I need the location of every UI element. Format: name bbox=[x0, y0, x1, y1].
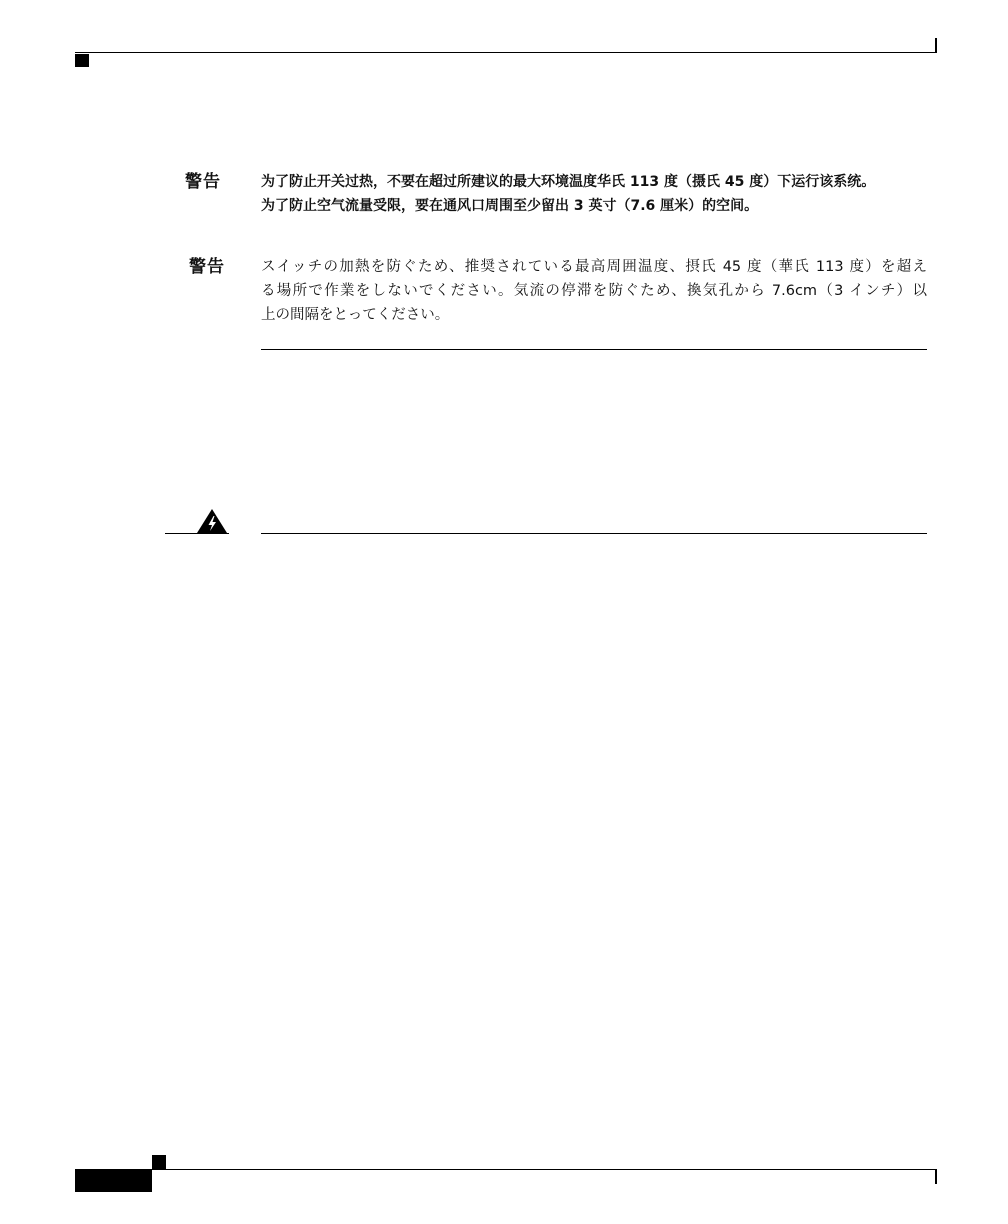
warning-text-line: 为了防止开关过热，不要在超过所建议的最大环境温度华氏 113 度（摄氏 45 度）下运行该系统。 bbox=[261, 174, 876, 190]
footer-corner-mark bbox=[152, 1155, 166, 1169]
warning-text-chinese bbox=[261, 170, 927, 218]
footer-rule bbox=[75, 1169, 937, 1170]
warning-text-japanese bbox=[261, 255, 927, 327]
warning-rule bbox=[261, 533, 927, 534]
header-corner-mark bbox=[75, 54, 89, 67]
warning-label-chinese: 警告 bbox=[185, 172, 221, 192]
warning-triangle-lightning-icon bbox=[196, 508, 228, 534]
header-rule bbox=[75, 52, 937, 53]
footer-page-bar bbox=[75, 1169, 152, 1192]
section-divider bbox=[261, 349, 927, 350]
warning-text-line: スイッチの加熱を防ぐため、推奨されている最高周囲温度、摂氏 45 度（華氏 113 度）を超え bbox=[261, 259, 927, 275]
footer-tick-mark bbox=[935, 1170, 937, 1184]
warning-text-line: る場所で作業をしないでください。気流の停滞を防ぐため、換気孔から 7.6cm（3 インチ）以 bbox=[261, 283, 927, 299]
warning-icon-underline bbox=[165, 533, 229, 534]
warning-text-line: 为了防止空气流量受限，要在通风口周围至少留出 3 英寸（7.6 厘米）的空间。 bbox=[261, 198, 759, 214]
header-tick-mark bbox=[935, 38, 937, 52]
warning-label-japanese: 警告 bbox=[189, 257, 225, 277]
warning-text-line: 上の間隔をとってください。 bbox=[261, 307, 450, 323]
